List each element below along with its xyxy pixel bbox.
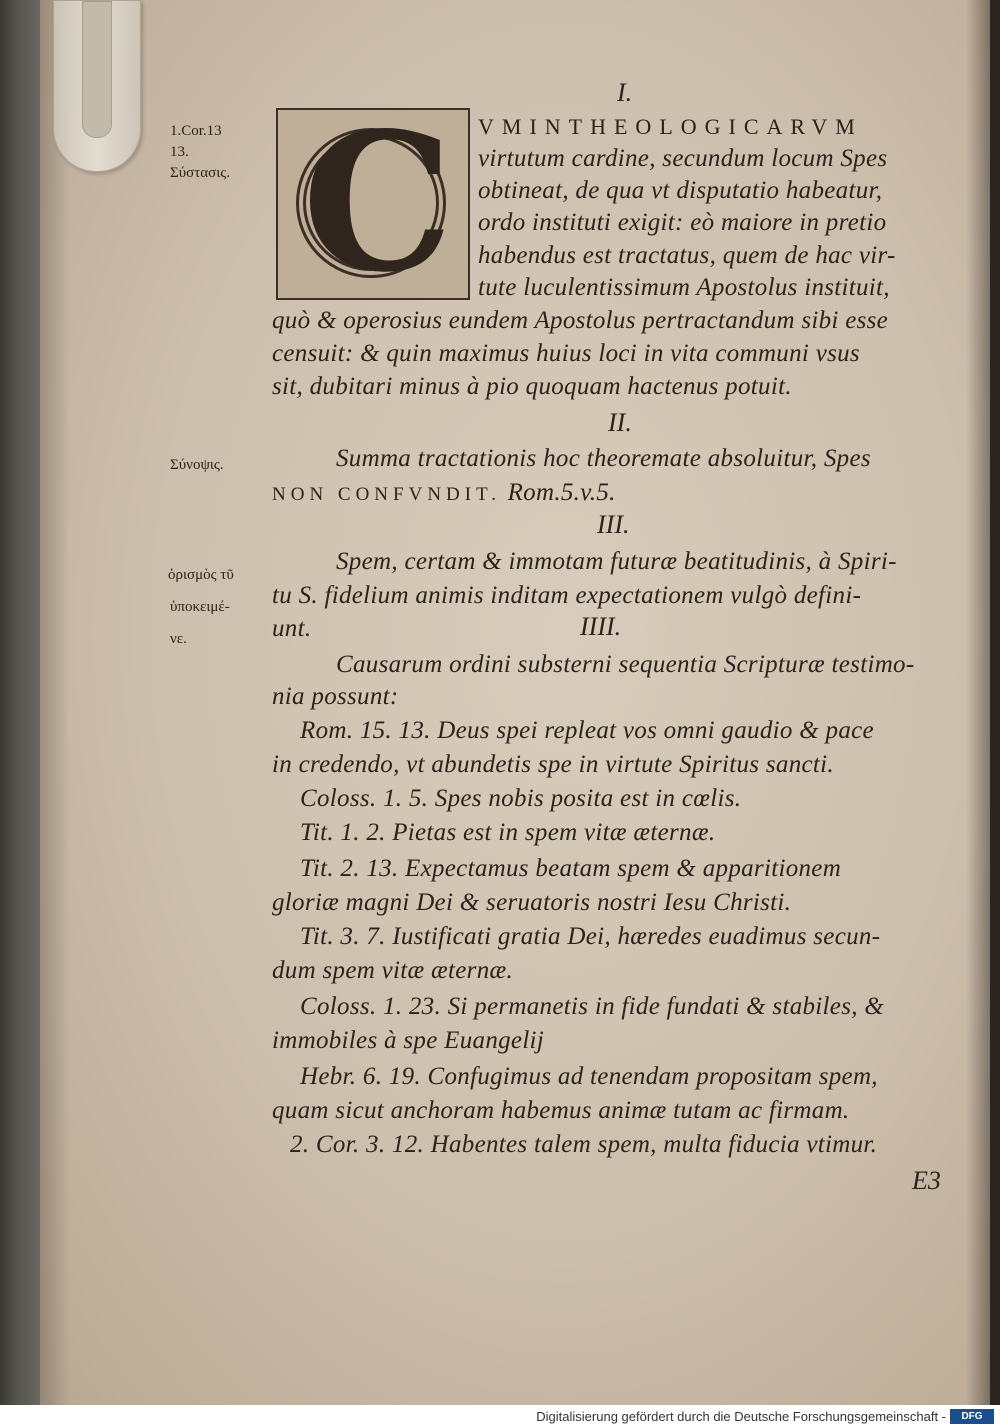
text-line: Causarum ordini substerni sequentia Scripturæ testimo- [336,651,915,678]
catchword: E3 [912,1166,941,1195]
scripture-citation: Tit. 1. 2. Pietas est in spem vitæ æternæ. [300,819,716,846]
scripture-citation: Coloss. 1. 5. Spes nobis posita est in cœlis. [300,785,742,812]
scripture-citation: Hebr. 6. 19. Confugimus ad tenendam propositam spem, [300,1063,878,1090]
text-line: sit, dubitari minus à pio quoquam hactenus potuit. [272,373,792,400]
initial-letter: C [302,91,454,314]
text-line: quò & operosius eundem Apostolus pertractandum sibi esse [272,307,889,334]
section-number: III. [597,510,630,539]
scripture-citation: 2. Cor. 3. 12. Habentes talem spem, multa fiducia vtimur. [290,1131,878,1158]
margin-note: 13. [170,144,189,160]
scripture-citation: Rom. 15. 13. Deus spei repleat vos omni gaudio & pace [300,717,874,744]
text-line: ordo instituti exigit: eò maiore in pretio [478,209,887,236]
margin-note: Σύστασις. [170,165,230,181]
text-line: unt. [272,615,312,642]
text-line: immobiles à spe Euangelij [272,1027,545,1054]
text-line: nia possunt: [272,683,399,710]
text-line: tute luculentissimum Apostolus instituit, [478,274,890,301]
text-line: gloriæ magni Dei & seruatoris nostri Iesu Christi. [272,889,792,916]
text-line: obtineat, de qua vt disputatio habeatur, [478,177,883,204]
section-number: I. [617,78,633,107]
margin-note: ὁρισμὸς τῦ [168,567,234,583]
text-line: virtutum cardine, secundum locum Spes [478,145,888,172]
scripture-citation: Coloss. 1. 23. Si permanetis in fide fundati & stabiles, & [300,993,885,1020]
text-line: tu S. fidelium animis inditam expectationem vulgò defini- [272,582,862,609]
scripture-citation: Tit. 3. 7. Iustificati gratia Dei, hæredes euadimus secun- [300,923,881,950]
text-line: NON CONFVNDIT. Rom.5.v.5. [272,479,616,506]
footer-text: Digitalisierung gefördert durch die Deutsche Forschungsgemeinschaft - [536,1409,946,1424]
section-number: II. [608,408,632,437]
section-number: IIII. [580,612,622,641]
scripture-citation: Tit. 2. 13. Expectamus beatam spem & apparitionem [300,855,842,882]
margin-note: Σύνοψις. [170,457,224,473]
margin-note: 1.Cor.13 [170,123,222,139]
dfg-logo: DFG [950,1409,994,1424]
digitization-footer [0,1405,1000,1428]
margin-note: νε. [170,631,187,647]
margin-note: ὑποκειμέ- [170,599,230,615]
text-line: quam sicut anchoram habemus animæ tutam ac firmam. [272,1097,850,1124]
text-line: Spem, certam & immotam futuræ beatitudinis, à Spiri- [336,548,897,575]
text-line-caps: VMINTHEOLOGICARVM [478,114,863,139]
text-line: Summa tractationis hoc theoremate absoluitur, Spes [336,445,871,472]
text-line: censuit: & quin maximus huius loci in vita communi vsus [272,340,860,367]
decorated-initial [276,91,470,314]
text-line: in credendo, vt abundetis spe in virtute Spiritus sancti. [272,751,834,778]
text-line: habendus est tractatus, quem de hac vir- [478,242,896,269]
text-line: dum spem vitæ æternæ. [272,957,514,984]
